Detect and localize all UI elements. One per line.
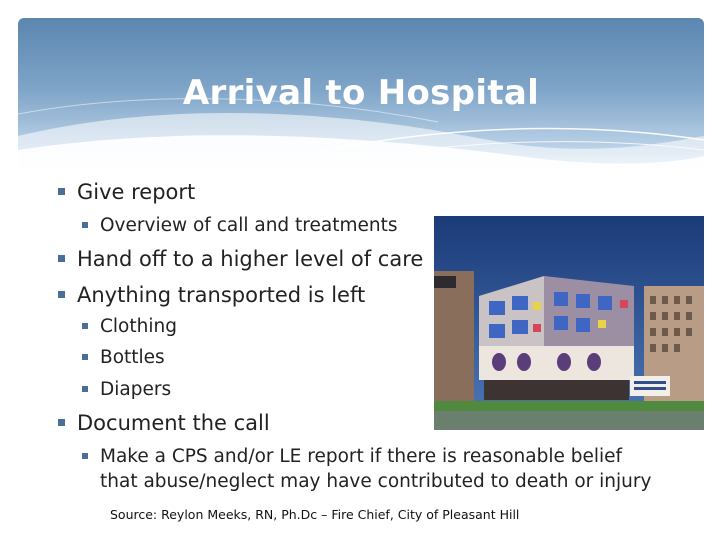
slide-title: Arrival to Hospital [182, 73, 540, 113]
sub-bullet-overview [82, 215, 398, 236]
source-citation: Source: Reylon Meeks, RN, Ph.Dc – Fire Chief, City of Pleasant Hill [110, 507, 520, 522]
bullet-transported [58, 283, 365, 307]
bullet-marker-icon [82, 453, 88, 459]
sub-bullet-bottles [82, 347, 165, 368]
sub-bullet-diapers [82, 379, 171, 400]
bullet-marker-icon [58, 419, 65, 426]
sub-bullet-clothing [82, 316, 177, 337]
bullet-give-report [58, 180, 195, 204]
bullet-marker-icon [58, 255, 65, 262]
bullet-text: Give report [77, 180, 196, 204]
bullet-marker-icon [58, 188, 65, 195]
bullet-marker-icon [82, 323, 88, 329]
bullet-text: Bottles [100, 347, 165, 368]
bullet-text: Document the call [77, 411, 270, 435]
bullet-hand-off [58, 247, 423, 271]
bullet-document-call [58, 411, 270, 435]
bullet-text: Anything transported is left [77, 283, 366, 307]
bullet-text: Make a CPS and/or LE report if there is reasonable belief that abuse/neglect may have contributed to death or injury [100, 446, 652, 492]
sub-bullet-cps-report [82, 444, 662, 494]
bullet-marker-icon [82, 354, 88, 360]
bullet-text: Clothing [100, 316, 177, 337]
bullet-text: Diapers [100, 379, 172, 400]
bullet-marker-icon [58, 291, 65, 298]
bullet-text: Hand off to a higher level of care [77, 247, 424, 271]
bullet-text: Overview of call and treatments [100, 215, 398, 236]
bullet-marker-icon [82, 222, 88, 228]
hospital-building-photo [434, 216, 704, 430]
bullet-marker-icon [82, 386, 88, 392]
